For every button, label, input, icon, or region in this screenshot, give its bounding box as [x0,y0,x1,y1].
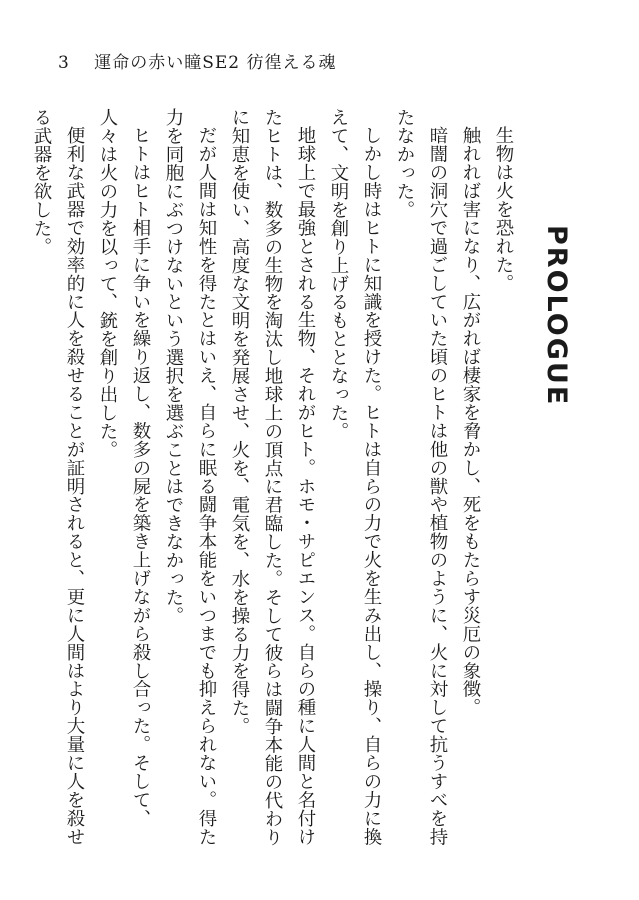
paragraph: 地球上で最強とされる生物、それがヒト。ホモ・サピエンス。自らの種に人間と名付けたヒトは、数多の生物を淘汰し地球上の頂点に君臨した。そして彼らは闘争本能の代わりに知恵を使い、高度な文明を発展させ、火を、電気を、水を操る力を得た。 [229,108,316,846]
paragraph: 生物は火を恐れた。 [493,126,514,293]
paragraph: 触れれば害になり、広がれば棲家を脅かし、死をもたらす災厄の象徴。 [460,126,481,717]
body-text [25,108,520,846]
page-header [58,48,337,73]
page-number: 3 [58,53,70,73]
paragraph: ヒトはヒト相手に争いを繰り返し、数多の屍を築き上げながら殺し合った。そして、人々は火の力を以って、銃を創り出した。 [97,108,151,828]
paragraph: しかし時はヒトに知識を授けた。ヒトは自らの力で火を生み出し、操り、自らの力に換えて、文明を創り上げるもととなった。 [328,108,382,846]
book-title: 運命の赤い瞳SE2 彷徨える魂 [94,53,337,73]
paragraph: 便利な武器で効率的に人を殺せることが証明されると、更に人間はより大量に人を殺せる武器を欲した。 [31,108,85,846]
paragraph: だが人間は知性を得たとはいえ、自らに眠る闘争本能をいつまでも抑えられない。得た力を同胞にぶつけないという選択を選ぶことはできなかった。 [163,108,217,846]
chapter-title: PROLOGUE [541,225,572,407]
paragraph: 暗闇の洞穴で過ごしていた頃のヒトは他の獣や植物のように、火に対して抗うすべを持たなかった。 [394,108,448,846]
